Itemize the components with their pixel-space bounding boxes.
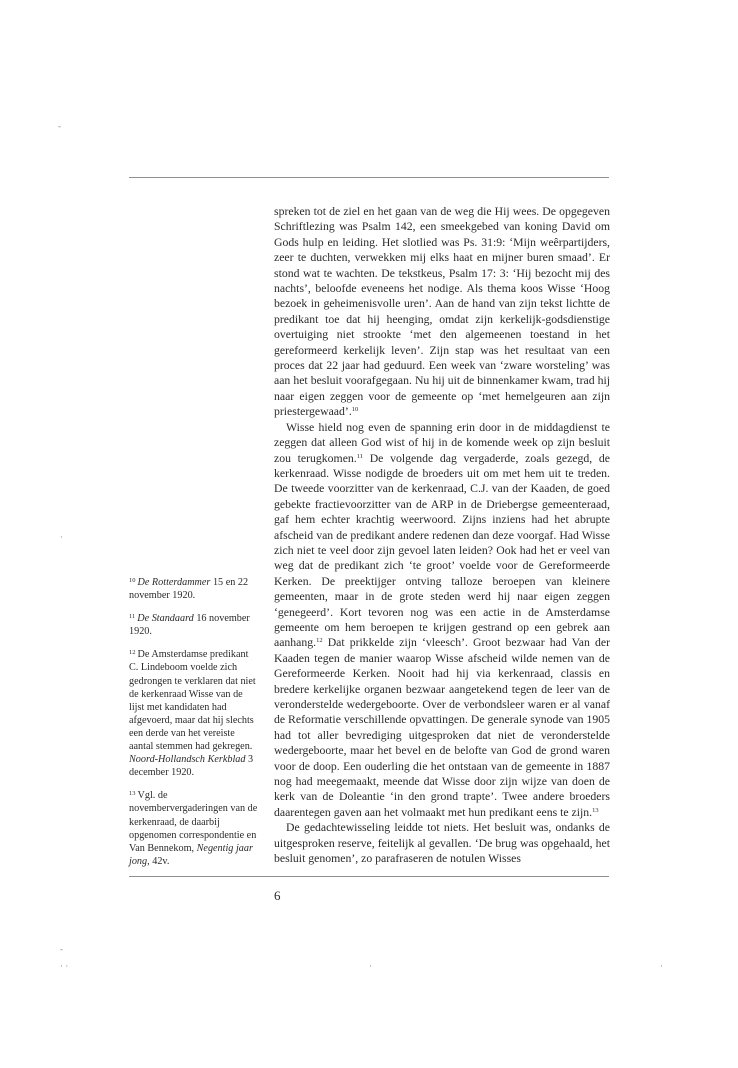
footnote: $^{10}$ De Rotterdammer 15 en 22 november 1920. xyxy=(129,577,249,602)
margin-mark: · xyxy=(60,532,63,542)
page-number: 6 xyxy=(274,888,281,903)
margin-mark: · xyxy=(660,961,663,971)
footnote: $^{12}$ De Amsterdamse predikant C. Lindeboom voelde zich gedrongen te verklaren dat niet de kerkenraad Wisse van de lijst met kandidaten had afgevoerd, maar dat hij slechts een derde van het vereiste aantal stemmen had gekregen. Noord-Hollandsch Kerkblad 3 december 1920. xyxy=(129,649,256,779)
footnote-ref: 13 xyxy=(592,806,599,814)
margin-mark: · xyxy=(369,961,372,971)
margin-mark: · · xyxy=(60,961,69,971)
paragraph: spreken tot de ziel en het gaan van de weg die Hij wees. De opgegeven Schriftlezing was Psalm 142, een smeekgebed van koning David om Gods hulp en leiding. Het slotlied was Ps. 31:9: ‘Mijn weêrpartijders, zeer te duchten, verwekken mij elks haat en mijner buren smaad’. Er stond wat te wachten. De tekstkeus, Psalm 17: 3: ‘Hij bezocht mij des nachts’, beloofde eveneens het nodige. Als thema koos Wisse ‘Hoog bezoek in geheimenisvolle uren’. Aan de hand van zijn tekst lichtte de predikant toe dat hij heenging, omdat zijn kerkelijk-godsdienstige overtuiging niet strookte ‘met den algemeenen toestand in het gereformeerd kerkelijk leven’. Zijn stap was het resultaat van een proces dat 22 jaar had geduurd. Een week van ‘zware worsteling’ was aan het besluit voorafgegaan. Nu hij uit de binnenkamer kwam, trad hij naar eigen zeggen voor de gemeente op ‘met hemelgeuren aan zijn priestergewaad’.$^{10}$ xyxy=(274,205,610,419)
paragraph: Wisse hield nog even de spanning erin door in de middagdienst te zeggen dat alleen God wist of hij in de komende week op zijn besluit zou terugkomen.$^{11}$ De volgende dag vergaderde, zoals gezegd, de kerkenraad. Wisse nodigde de broeders uit om met hem uit te treden. De tweede voorzitter van de kerkenraad, C.J. van der Kaaden, de goed gebekte fractievoorzitter van de ARP in de Driebergse gemeenteraad, gaf hem echter krachtig weerwoord. Zijns inziens had het abrupte afscheid van de predikant andere redenen dan deze voorgaf. Had Wisse zich niet te veel door zijn gevoel laten leiden? Ook had het er veel van weg dat de predikant zich ‘te groot’ voelde voor de Gereformeerde Kerken. De preektijger ontving talloze beroepen van kleinere gemeenten, maar in de grote steden werd hij naar eigen zeggen ‘genegeerd’. Kort tevoren nog was een actie in de Amsterdamse gemeente om hem beroepen te krijgen gestrand op een gebrek aan aanhang.$^{12}$ Dat prikkelde zijn ‘vleesch’. Groot bezwaar had Van der Kaaden tegen de manier waarop Wisse afscheid wilde nemen van de Gereformeerde Kerken. Nooit had hij via kerkenraad, classis en bredere kerkelijke organen bezwaar aangetekend tegen de leer van de veronderstelde wedergeboorte. Over de verbondsleer waren er al vanaf de Reformatie verschillende opvattingen. De generale synode van 1905 had tot aller bevrediging uitgesproken dat niet de veronderstelde wedergeboorte, maar het bevel en de belofte van God de grond waren voor de doop. Een ouderling die het ontstaan van de gemeente in 1887 nog had meegemaakt, meende dat Wisse door zijn wijze van doen de kerk van de Doleantie ‘in den grond trapte’. Twee andere broeders daarentegen gaven aan het volmaakt met hun predikant eens te zijn.$^{13}$ xyxy=(274,420,610,819)
margin-mark: - xyxy=(60,944,63,954)
footnotes-column xyxy=(129,574,259,876)
footnote: $^{13}$ Vgl. de novembervergaderingen van de kerkenraad, de daarbij opgenomen correspondentie en Van Bennekom, Negentig jaar jong, 42v. xyxy=(129,790,258,867)
footnote: $^{11}$ De Standaard 16 november 1920. xyxy=(129,613,250,638)
margin-mark: - xyxy=(58,121,61,131)
footnote-ref: 10 xyxy=(351,406,359,414)
paragraph: De gedachtewisseling leidde tot niets. Het besluit was, ondanks de uitgesproken reserve, feitelijk al gevallen. ‘De brug was opgehaald, het besluit genomen’, zo parafraseren de notulen Wisses xyxy=(274,821,610,866)
main-text-column xyxy=(274,204,610,866)
bottom-rule xyxy=(129,876,609,877)
footnote-ref: 12 xyxy=(316,637,323,645)
top-rule xyxy=(129,177,609,178)
footnote-ref: 11 xyxy=(356,452,363,460)
